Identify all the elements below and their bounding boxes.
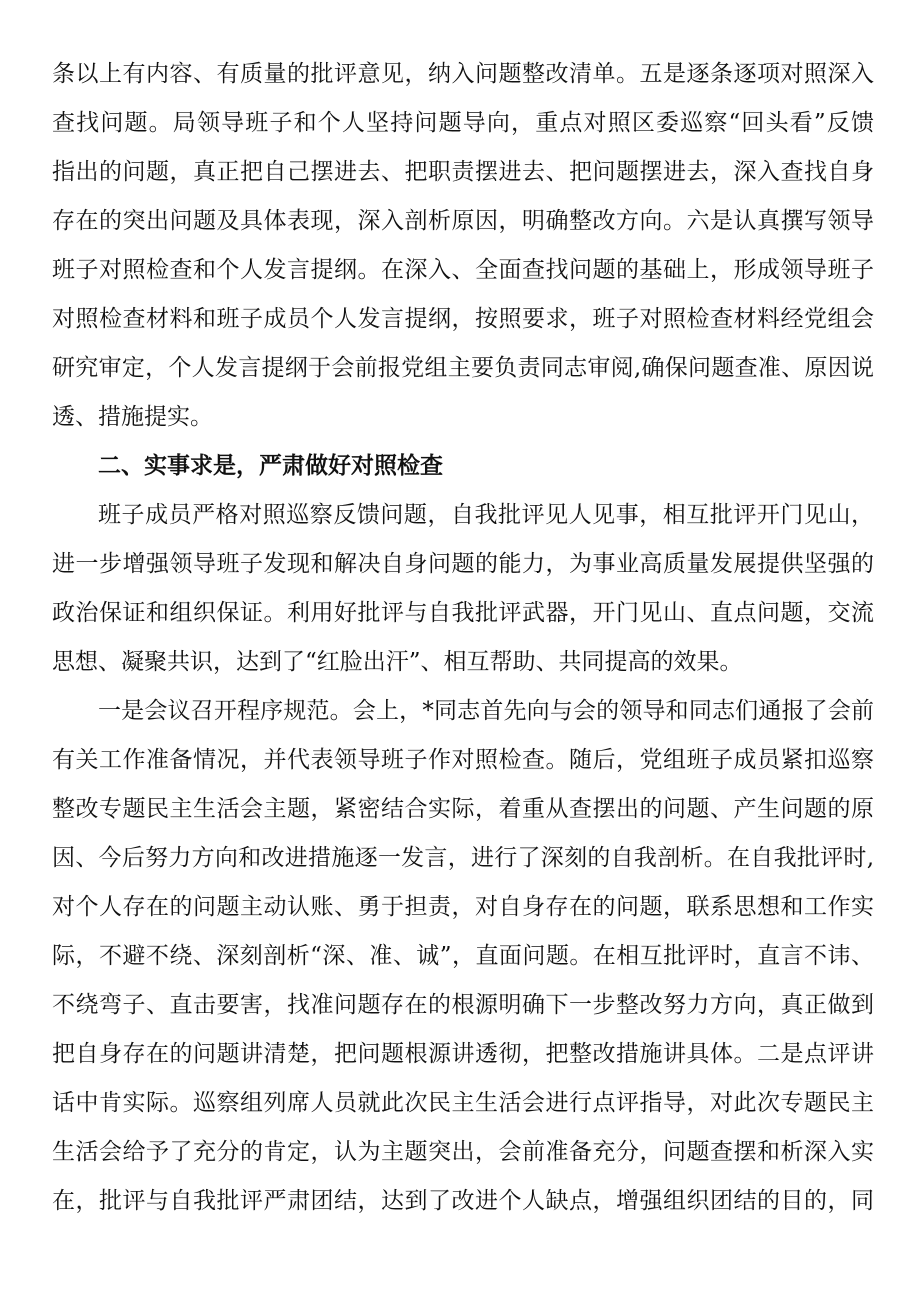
paragraph-line: 研究审定，个人发言提纲于会前报党组主要负责同志审阅,确保问题查准、原因说	[52, 355, 874, 381]
paragraph-line: 进一步增强领导班子发现和解决自身问题的能力，为事业高质量发展提供坚强的	[52, 551, 874, 577]
paragraph-line: 条以上有内容、有质量的批评意见，纳入问题整改清单。五是逐条逐项对照深入	[52, 61, 874, 87]
paragraph-line: 把自身存在的问题讲清楚，把问题根源讲透彻，把整改措施讲具体。二是点评讲	[52, 1041, 874, 1067]
paragraph-line: 班子对照检查和个人发言提纲。在深入、全面查找问题的基础上，形成领导班子	[52, 257, 874, 283]
section-heading-2	[52, 442, 874, 491]
paragraph-line: 存在的突出问题及具体表现，深入剖析原因，明确整改方向。六是认真撰写领导	[52, 208, 874, 234]
paragraph-line: 对照检查材料和班子成员个人发言提纲，按照要求，班子对照检查材料经党组会	[52, 306, 874, 332]
paragraph-line: 在，批评与自我批评严肃团结，达到了改进个人缺点，增强组织团结的目的，同	[52, 1188, 874, 1214]
section-heading: 二、实事求是，严肃做好对照检查	[98, 453, 443, 479]
paragraph-1	[52, 50, 874, 442]
paragraph-line: 查找问题。局领导班子和个人坚持问题导向，重点对照区委巡察“回头看”反馈	[52, 110, 874, 136]
paragraph-line: 思想、凝聚共识，达到了“红脸出汗”、相互帮助、共同提高的效果。	[52, 649, 743, 675]
paragraph-line: 话中肯实际。巡察组列席人员就此次民主生活会进行点评指导，对此次专题民主	[52, 1090, 874, 1116]
paragraph-line: 对个人存在的问题主动认账、勇于担责，对自身存在的问题，联系思想和工作实	[52, 894, 874, 920]
paragraph-2	[52, 491, 874, 687]
paragraph-line: 不绕弯子、直击要害，找准问题存在的根源明确下一步整改努力方向，真正做到	[52, 992, 874, 1018]
paragraph-3	[52, 687, 874, 1226]
paragraph-line: 际，不避不绕、深刻剖析“深、准、诚”，直面问题。在相互批评时，直言不讳、	[52, 943, 874, 969]
paragraph-line: 班子成员严格对照巡察反馈问题，自我批评见人见事，相互批评开门见山，	[98, 502, 874, 528]
paragraph-line: 透、措施提实。	[52, 404, 213, 430]
paragraph-line: 政治保证和组织保证。利用好批评与自我批评武器，开门见山、直点问题，交流	[52, 600, 874, 626]
paragraph-line: 有关工作准备情况，并代表领导班子作对照检查。随后，党组班子成员紧扣巡察	[52, 747, 874, 773]
paragraph-line: 指出的问题，真正把自己摆进去、把职责摆进去、把问题摆进去，深入查找自身	[52, 159, 874, 185]
paragraph-line: 因、今后努力方向和改进措施逐一发言，进行了深刻的自我剖析。在自我批评时,	[52, 845, 874, 871]
paragraph-line: 生活会给予了充分的肯定，认为主题突出，会前准备充分，问题查摆和析深入实	[52, 1139, 874, 1165]
paragraph-line: 一是会议召开程序规范。会上，*同志首先向与会的领导和同志们通报了会前	[98, 698, 874, 724]
paragraph-line: 整改专题民主生活会主题，紧密结合实际，着重从查摆出的问题、产生问题的原	[52, 796, 874, 822]
